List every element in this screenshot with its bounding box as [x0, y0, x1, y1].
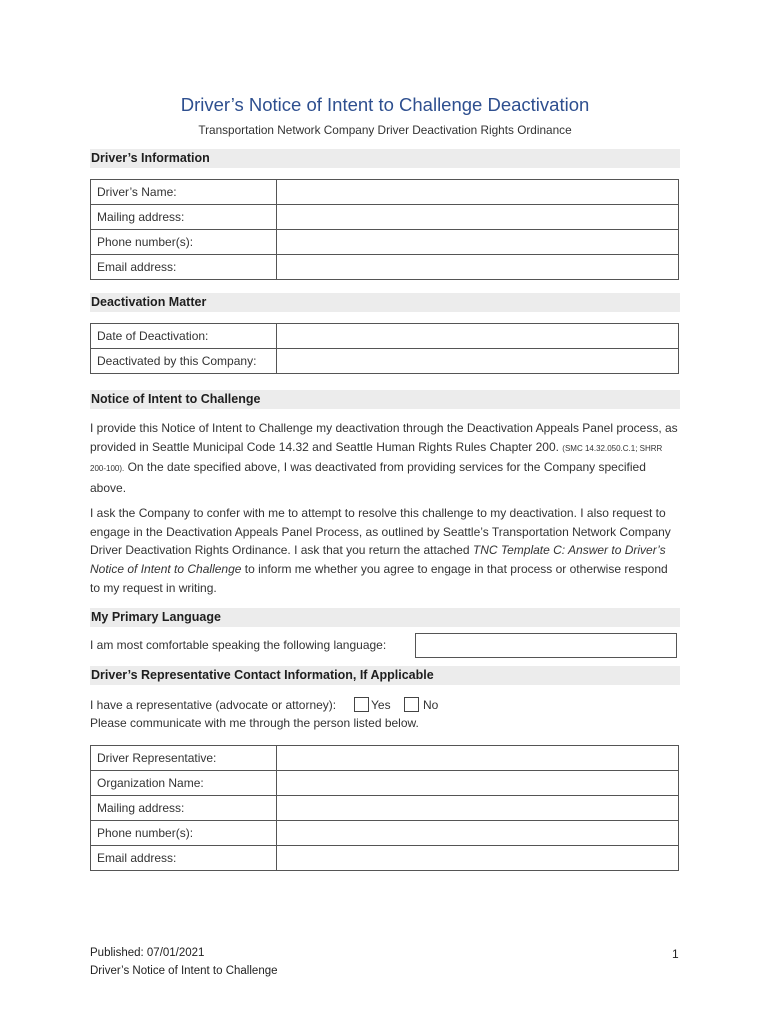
language-label: I am most comfortable speaking the following language: [90, 638, 387, 652]
representative-table [90, 745, 679, 871]
notice-paragraph-2-text: I ask the Company to confer with me to attempt to resolve this challenge to my deactivation. I also request to engage in the Deactivation Appeals Panel Process, as outlined by Seattle’s Transportation Network Company Driver Deactivation Rights Ordinance. I ask that you return the attached [90, 506, 671, 558]
section-heading-notice-of-intent: Notice of Intent to Challenge [90, 390, 680, 409]
published-date: Published: 07/01/2021 [90, 947, 205, 959]
page-number: 1 [672, 947, 679, 961]
representative-name-input[interactable] [277, 746, 682, 770]
field-label: Email address: [91, 846, 277, 871]
representative-question: I have a representative (advocate or attorney): [90, 698, 337, 712]
phone-number-input[interactable] [277, 230, 682, 254]
field-label: Email address: [91, 255, 277, 280]
table-row [91, 796, 679, 821]
rep-phone-number-cell [277, 821, 679, 846]
table-row [91, 746, 679, 771]
rep-email-address-cell [277, 846, 679, 871]
document-subtitle: Transportation Network Company Driver Deactivation Rights Ordinance [198, 123, 572, 137]
field-label: Driver’s Name: [91, 180, 277, 205]
yes-checkbox[interactable] [354, 697, 369, 712]
rep-phone-number-input[interactable] [277, 821, 682, 845]
mailing-address-input[interactable] [277, 205, 682, 229]
no-checkbox[interactable] [404, 697, 419, 712]
notice-paragraph-2-text-cont: to inform me whether you agree to engage in that process or otherwise respond to my request in writing. [90, 562, 668, 595]
deactivating-company-input[interactable] [277, 349, 682, 373]
email-address-input[interactable] [277, 255, 682, 279]
language-input[interactable] [416, 634, 680, 659]
table-row [91, 180, 679, 205]
field-label: Organization Name: [91, 771, 277, 796]
notice-paragraph-1 [90, 419, 680, 498]
mailing-address-cell [277, 205, 679, 230]
table-row [91, 205, 679, 230]
date-of-deactivation-cell [277, 324, 679, 349]
language-field [415, 633, 677, 658]
notice-paragraph-1-text-cont: On the date specified above, I was deactivated from providing services for the Company specified above. [90, 460, 646, 496]
representative-name-cell [277, 746, 679, 771]
section-heading-drivers-information: Driver’s Information [90, 149, 680, 168]
table-row [91, 771, 679, 796]
legal-citation: (SMC 14.32.050.C.1; SHRR 200-100). [90, 443, 663, 474]
rep-mailing-address-cell [277, 796, 679, 821]
notice-paragraph-2 [90, 504, 680, 598]
section-heading-primary-language: My Primary Language [90, 608, 680, 627]
yes-label: Yes [371, 698, 391, 712]
table-row [91, 230, 679, 255]
table-row [91, 255, 679, 280]
representative-instruction: Please communicate with me through the person listed below. [90, 716, 419, 730]
field-label: Mailing address: [91, 205, 277, 230]
section-heading-deactivation-matter: Deactivation Matter [90, 293, 680, 312]
no-label: No [423, 698, 439, 712]
drivers-name-cell [277, 180, 679, 205]
rep-mailing-address-input[interactable] [277, 796, 682, 820]
table-row [91, 846, 679, 871]
table-row [91, 821, 679, 846]
email-address-cell [277, 255, 679, 280]
field-label: Mailing address: [91, 796, 277, 821]
drivers-information-table [90, 179, 679, 280]
template-reference: TNC Template C: Answer to Driver’s Notice of Intent to Challenge [90, 543, 666, 577]
phone-number-cell [277, 230, 679, 255]
notice-paragraph-1-text: I provide this Notice of Intent to Challenge my deactivation through the Deactivation Appeals Panel process, as provided in Seattle Municipal Code 14.32 and Seattle Human Rights Rules Chapter 200. [90, 421, 678, 454]
table-row [91, 324, 679, 349]
deactivation-matter-table [90, 323, 679, 374]
field-label: Phone number(s): [91, 230, 277, 255]
organization-name-input[interactable] [277, 771, 682, 795]
date-of-deactivation-input[interactable] [277, 324, 682, 348]
table-row [91, 349, 679, 374]
document-title: Driver’s Notice of Intent to Challenge Deactivation [180, 94, 590, 115]
field-label: Driver Representative: [91, 746, 277, 771]
section-heading-representative: Driver’s Representative Contact Information, If Applicable [90, 666, 680, 685]
field-label: Phone number(s): [91, 821, 277, 846]
drivers-name-input[interactable] [277, 180, 682, 204]
field-label: Deactivated by this Company: [91, 349, 277, 374]
deactivating-company-cell [277, 349, 679, 374]
organization-name-cell [277, 771, 679, 796]
field-label: Date of Deactivation: [91, 324, 277, 349]
rep-email-address-input[interactable] [277, 846, 682, 870]
footer-document-name: Driver’s Notice of Intent to Challenge [90, 965, 278, 977]
